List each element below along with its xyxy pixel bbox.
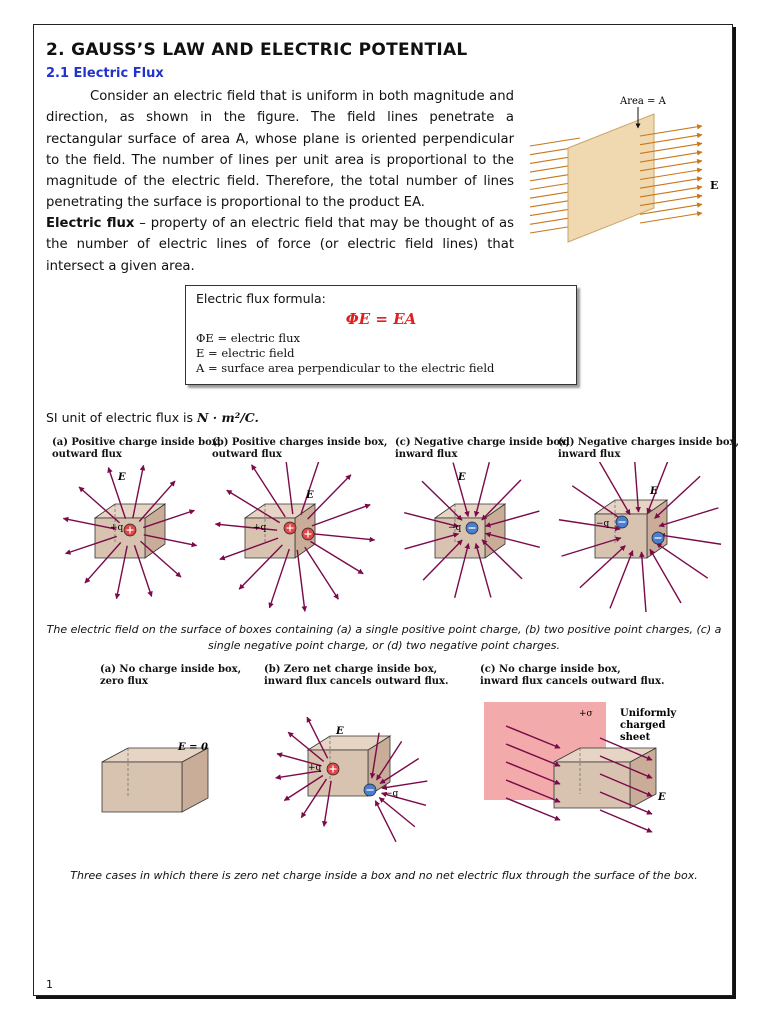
field-arrow-in	[375, 801, 396, 842]
field-arrow	[641, 552, 646, 612]
si-unit-prefix: SI unit of electric flux is	[46, 410, 198, 425]
neg-charge-label: −q	[385, 789, 399, 799]
section-title: 2. GAUSS’S LAW AND ELECTRIC POTENTIAL	[46, 40, 468, 60]
row2-caption: Three cases in which there is zero net charge inside a box and no net electric flux through the surface of the box.	[70, 869, 698, 882]
row1-panel-a-caption: (a) Positive charge inside box, outward flux	[52, 437, 222, 460]
row2-panel-b-caption: (b) Zero net charge inside box, inward flux cancels outward flux.	[264, 664, 449, 687]
sheet-label-2: charged	[620, 720, 666, 731]
field-symbol-a: E	[118, 472, 126, 483]
field-arrow-in	[506, 798, 560, 820]
field-arrow	[312, 505, 370, 526]
sheet-label-3: sheet	[620, 732, 651, 743]
row2-panel-a-caption: (a) No charge inside box, zero flux	[100, 664, 242, 687]
field-arrow	[297, 550, 305, 612]
definition-term: Electric flux	[46, 216, 135, 231]
charge-label-d: −q	[596, 519, 610, 529]
box-front	[102, 762, 182, 812]
charge-label-b: +q	[253, 523, 267, 533]
field-arrow-out	[600, 810, 652, 832]
definition-flux: ΦE = electric flux	[196, 331, 300, 345]
row2-diagrams	[40, 696, 730, 856]
row1-diagrams	[40, 462, 730, 612]
row1-panel-b-caption: (b) Positive charges inside box, outward flux	[212, 437, 388, 460]
field-line-front	[640, 213, 702, 223]
definition-paragraph	[46, 213, 514, 277]
formula-box-label: Electric flux formula:	[196, 291, 326, 306]
sheet-charge-label: +σ	[579, 709, 593, 719]
box-front	[554, 762, 630, 808]
field-symbol-row2-b: E	[336, 726, 344, 737]
field-arrow	[313, 534, 375, 540]
field-arrow	[610, 551, 633, 609]
si-unit-value: N · m²/C.	[197, 410, 259, 425]
field-arrow	[660, 535, 721, 544]
field-arrow	[659, 508, 718, 526]
panel-b-box-dipole	[276, 717, 428, 842]
si-unit	[46, 410, 259, 425]
row2-panel-c-caption: (c) No charge inside box, inward flux cancels outward flux.	[480, 664, 665, 687]
field-symbol-c: E	[458, 472, 466, 483]
row1-caption: The electric field on the surface of boxes containing (a) a single positive point charge, (b) two positive point charges, (c) a single negative point charge, or (d) two negative point charges.	[46, 623, 722, 652]
panel-c-box	[404, 462, 540, 598]
box-front	[308, 750, 368, 796]
definition-text: – property of an electric field that may be thought of as the number of electric lines of force (or electric field lines) that intersect a given area.	[46, 216, 514, 274]
subsection-title: 2.1 Electric Flux	[46, 66, 164, 81]
charge-label-a: +q	[110, 523, 124, 533]
field-line-back	[530, 138, 580, 146]
area-label: Area = A	[620, 96, 666, 107]
field-label: E	[710, 179, 719, 192]
field-arrow-in	[379, 798, 415, 827]
intro-paragraph: Consider an electric field that is uniform in both magnitude and direction, as shown in the figure. The field lines penetrate a rectangular surface of area A, whose plane is oriented perpendicular to the field. The number of lines per unit area is proportional to the magnitude of the electric field. Therefore, the total number of lines penetrating the surface is proportional to the product EA.	[46, 89, 514, 211]
field-arrow	[308, 475, 351, 519]
definition-field: E = electric field	[196, 346, 295, 360]
flux-formula: ΦE = EA	[345, 310, 417, 328]
field-symbol-row2-c: E	[658, 792, 666, 803]
field-symbol-d: E	[650, 486, 658, 497]
panel-b-box	[215, 462, 374, 611]
definition-area: A = surface area perpendicular to the electric field	[196, 361, 495, 375]
zero-field-label: E = 0	[178, 742, 208, 753]
formula-box	[185, 285, 577, 385]
panel-a-box	[63, 465, 196, 598]
row1-panel-d-caption: (d) Negative charges inside box, inward flux	[558, 437, 739, 460]
page-number: 1	[46, 978, 53, 991]
plate-figure	[520, 86, 730, 256]
sheet-label-1: Uniformly	[620, 708, 677, 719]
charge-label-c: −q	[448, 523, 462, 533]
row1-panel-c-caption: (c) Negative charge inside box, inward flux	[395, 437, 570, 460]
field-arrow	[655, 476, 700, 518]
panel-d-box	[559, 462, 721, 612]
pos-charge-label: +q	[308, 763, 322, 773]
panel-a-box-empty	[102, 748, 208, 812]
field-symbol-b: E	[306, 490, 314, 501]
